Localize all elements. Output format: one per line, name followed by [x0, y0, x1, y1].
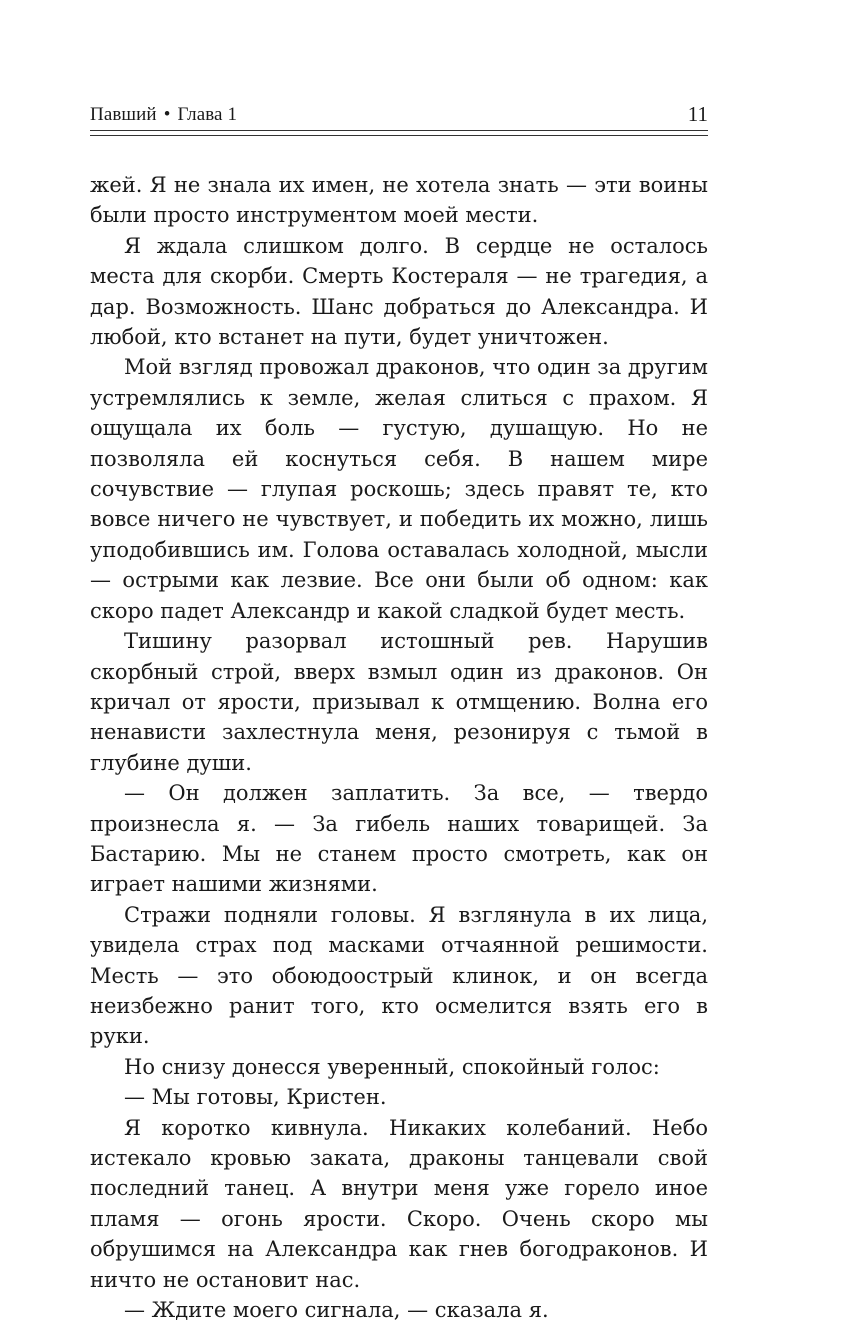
paragraph-10: — Ждите моего сигнала, — сказала я.	[124, 1298, 549, 1323]
running-head-title	[90, 104, 237, 126]
body-text	[90, 170, 708, 1325]
header-rule-bottom	[90, 135, 708, 136]
paragraph-7: Но снизу донесся уверенный, спокойный голос:	[124, 1054, 660, 1079]
paragraph-6: Стражи подняли головы. Я взглянула в их лица, увидела страх под масками отчаянной решимости. Месть — это обоюдоострый клинок, и он всегда неизбежно ранит того, кто осмелится взять его в руки.	[90, 902, 708, 1049]
paragraph-4: Тишину разорвал истошный рев. Нарушив скорбный строй, вверх взмыл один из драконов. Он кричал от ярости, призывал к отмщению. Волна его ненависти захлестнула меня, резонируя с тьмой в глубине души.	[90, 629, 708, 775]
chapter-title: Глава 1	[177, 104, 238, 125]
header-rule-top	[90, 130, 708, 131]
header-separator: •	[163, 104, 171, 125]
paragraph-3: Мой взгляд провожал драконов, что один за другим устремлялись к земле, желая слиться с прахом. Я ощущала их боль — густую, душащую. Но не позволяла ей коснуться себя. В нашем мире сочувствие — глупая роскошь; здесь правят те, кто вовсе ничего не чувствует, и победить их можно, лишь уподобившись им. Голова оставалась холодной, мысли — острыми как лезвие. Все они были об одном: как скоро падет Александр и какой сладкой будет месть.	[90, 355, 708, 623]
paragraph-2: Я ждала слишком долго. В сердце не осталось места для скорби. Смерть Костераля — не трагедия, а дар. Возможность. Шанс добраться до Александра. И любой, кто встанет на пути, будет уничтожен.	[90, 233, 708, 350]
running-head	[90, 100, 708, 128]
page-number: 11	[687, 102, 708, 126]
paragraph-8: — Мы готовы, Кристен.	[124, 1085, 387, 1110]
paragraph-1: жей. Я не знала их имен, не хотела знать — эти воины были просто инструментом моей мести.	[90, 173, 708, 228]
paragraph-5: — Он должен заплатить. За все, — твердо произнесла я. — За гибель наших товарищей. За Бастарию. Мы не станем просто смотреть, как он играет нашими жизнями.	[90, 781, 708, 897]
book-title: Павший	[90, 104, 157, 125]
paragraph-9: Я коротко кивнула. Никаких колебаний. Небо истекало кровью заката, драконы танцевали свой последний танец. А внутри меня уже горело иное пламя — огонь ярости. Скоро. Очень скоро мы обрушимся на Александра как гнев богодраконов. И ничто не остановит нас.	[90, 1115, 708, 1292]
